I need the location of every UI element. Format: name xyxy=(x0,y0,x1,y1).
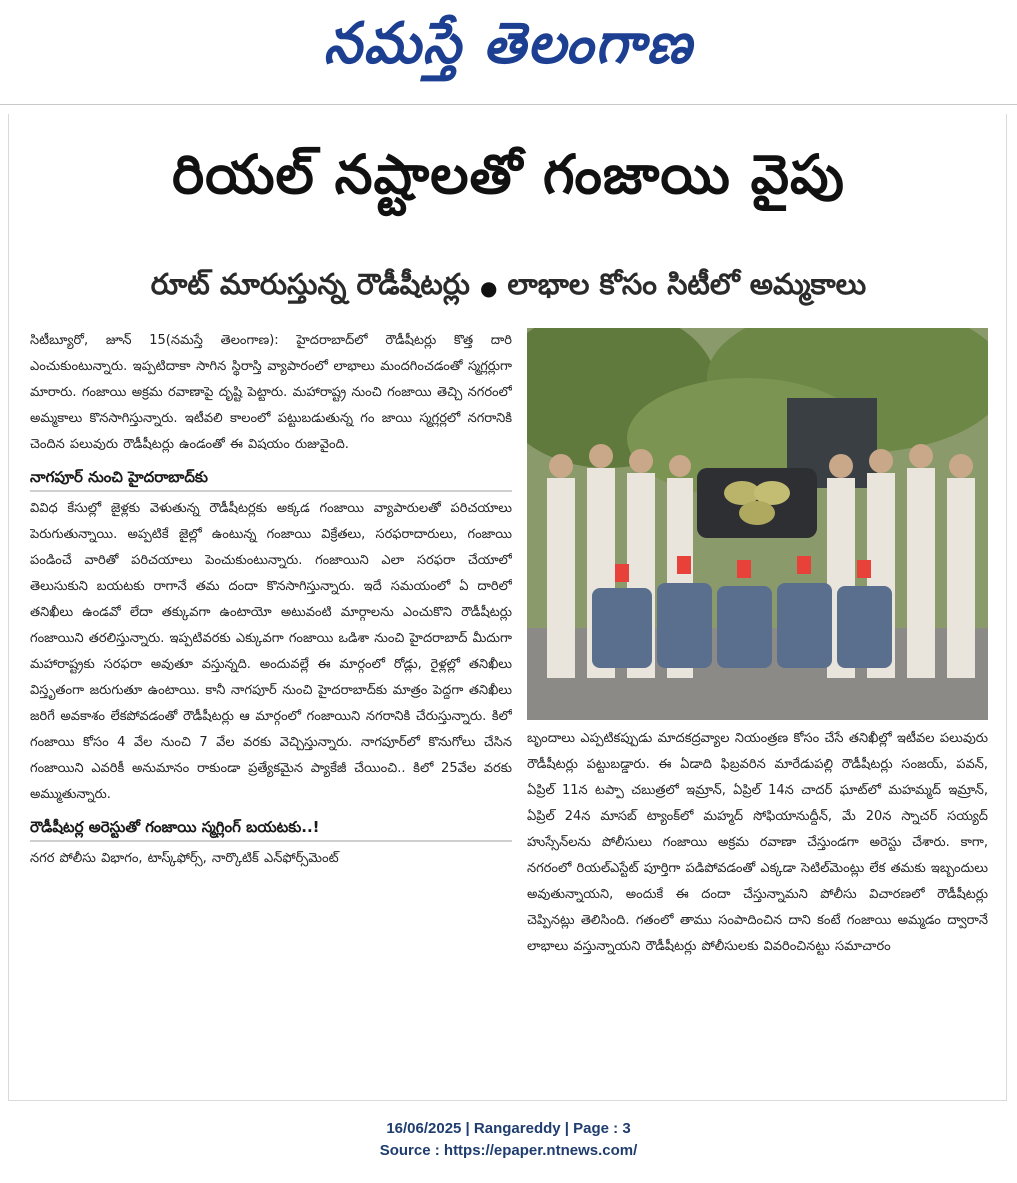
section-body-nagpur: వివిధ కేసుల్లో జైళ్లకు వెళుతున్న రౌడీషీటర్లకు అక్కడ గంజాయి వ్యాపారులతో పరిచయాలు పెరుగుతున్నాయి. అప్పటికే జైల్లో ఉంటున్న గంజాయి విక్రేతలు, సరఫరాదారులు, గంజాయి పండించే వారితో పరిచయాలు పెంచుకుంటున్నారు. గంజాయిని ఎలా సరఫరా చేయాలో తెలుసుకుని బయటకు రాగానే తమ దందా కొనసాగిస్తున్నారు. ఇదే సమయంలో ఏ దారిలో తనిఖీలు ఉండవో లేదా తక్కువగా ఉంటాయో అటువంటి మార్గాలను ఎంచుకొని రౌడీషీటర్లు గంజాయిని తరలిస్తున్నారు. ఇప్పటివరకు ఎక్కువగా గంజాయి ఒడిశా నుంచి హైదరాబాద్ మీదుగా మహారాష్ట్రకు సరఫరా అవుతూ వస్తున్నది. అందువల్లే ఈ మార్గంలో రోడ్లు, రైళ్లల్లో తనిఖీలు విస్తృతంగా జరుగుతూ ఉంటాయి. కానీ నాగపూర్ నుంచి హైదరాబాద్‌కు మాత్రం పెద్దగా తనిఖీలు జరిగే అవకాశం లేకపోవడంతో రౌడీషీటర్లు ఆ మార్గంలో గంజాయిని నగరానికి చేరుస్తున్నారు. కిలో గంజాయి కోసం 4 వేల నుంచి 7 వేల వరకు వెచ్చిస్తున్నారు. నాగపూర్‌లో కొనుగోలు చేసిన గంజాయిని ఎవరికీ అనుమానం రాకుండా ప్రత్యేకమైన ప్యాకేజీ చేయించి.. కిలో 25వేల వరకు అమ్ముతున్నారు. xyxy=(30,501,512,802)
masthead-divider xyxy=(0,104,1017,105)
subheadline-left: రూట్ మారుస్తున్న రౌడీషీటర్లు xyxy=(150,267,470,301)
article-right-column xyxy=(527,726,988,1086)
section-heading-nagpur: నాగపూర్ నుంచి హైదరాబాద్‌కు xyxy=(30,464,512,492)
article-right-body: బృందాలు ఎప్పటికప్పుడు మాదకద్రవ్యాల నియంత్రణ కోసం చేసే తనిఖీల్లో ఇటీవల పలువురు రౌడీషీటర్లు పట్టుబడ్డారు. ఈ ఏడాది ఫిబ్రవరిన మారేడుపల్లి రౌడీషీటర్లు సంజయ్, పవన్, ఏప్రిల్ 11న టప్పా చబుత్రలో ఇమ్రాన్, ఏప్రిల్ 14న చాదర్ ఘాట్‌లో మహమ్మద్ ఇమ్రాన్, ఏప్రిల్ 24న మాసబ్ ట్యాంక్‌లో మహ్మద్ సోఫియానుద్దీన్, మే 20న స్నాచర్ సయ్యద్ హుస్సేన్‌లను పోలీసులు గంజాయి అక్రమ రవాణా చేస్తుండగా అరెస్టు చేశారు. కాగా, నగరంలో రియల్‌ఎస్టేట్ పూర్తిగా పడిపోవడంతో ఎక్కడా సెటిల్‌మెంట్లు లేక తమకు ఇబ్బందులు అవుతున్నాయని, అందుకే ఈ దందా చేస్తున్నామని పోలీసు విచారణలో రౌడీషీటర్లు చెప్పినట్లు తెలిసింది. గతంలో తాము సంపాదించిన దాని కంటే గంజాయి అమ్మడం ద్వారానే లాభాలు వస్తున్నాయని రౌడీషీటర్లు పోలీసులకు వివరించినట్టు సమాచారం xyxy=(527,731,988,954)
footer-source-link[interactable]: Source : https://epaper.ntnews.com/ xyxy=(379,1142,638,1159)
section-body-arrest: నగర పోలీసు విభాగం, టాస్క్‌ఫోర్స్, నార్కొటిక్ ఎన్‌ఫోర్స్‌మెంట్ xyxy=(30,851,339,866)
section-heading-arrest: రౌడీషీటర్ల అరెస్టుతో గంజాయి స్మగ్లింగ్ బయటకు..! xyxy=(30,814,512,842)
subheadline-separator: ● xyxy=(479,276,498,300)
bottom-divider xyxy=(8,1100,1007,1101)
masthead xyxy=(0,0,1017,100)
news-photo xyxy=(527,328,988,720)
footer-edition-info: 16/06/2025 | Rangareddy | Page : 3 xyxy=(386,1120,631,1137)
subheadline-right: లాభాల కోసం సిటీలో అమ్మకాలు xyxy=(507,267,867,301)
footer xyxy=(0,1118,1017,1162)
article-intro: సిటీబ్యూరో, జూన్ 15(నమస్తే తెలంగాణ): హైదరాబాద్‌లో రౌడీషీటర్లు కొత్త దారి ఎంచుకుంటున్నారు. ఇప్పటిదాకా సాగిన స్థిరాస్తి వ్యాపారంలో లాభాలు మందగించడంతో స్మగ్లర్లుగా మారారు. గంజాయి అక్రమ రవాణాపై దృష్టి పెట్టారు. మహారాష్ట్ర నుంచి గంజాయి తెచ్చి నగరంలో అమ్మకాలు కొనసాగిస్తున్నారు. ఇటీవలి కాలంలో పట్టుబడుతున్న గం జాయి స్మగ్లర్లలో నగరానికి చెందిన పలువురు రౌడీషీటర్లు ఉండంతో ఈ విషయం రుజువైంది. xyxy=(30,333,512,452)
headline: రియల్ నష్టాలతో గంజాయి వైపు xyxy=(172,142,845,206)
article-left-column xyxy=(30,328,512,1078)
newspaper-logo: నమస్తే తెలంగాణ xyxy=(323,9,694,77)
subheadline xyxy=(20,263,997,313)
group-photo-illustration xyxy=(527,328,988,720)
